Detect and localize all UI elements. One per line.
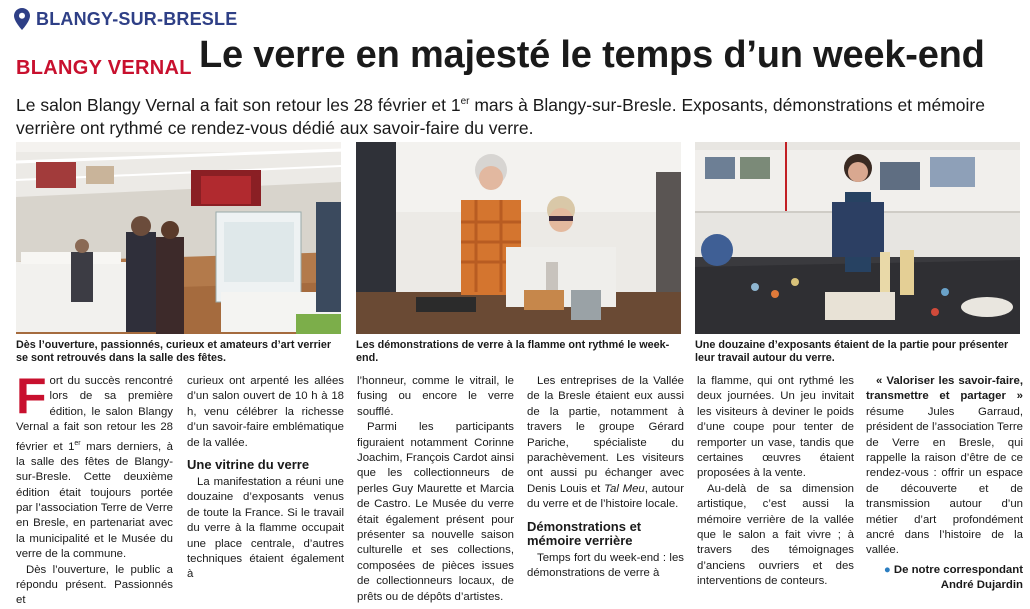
byline [866,563,1023,593]
paragraph-text: mars derniers, à la salle des fêtes de Blangy-sur-Bresle. Cette deuxième édition était toujours portée par l’association Terre de Verre en Bresle, en partenariat avec la municipalité et le Musée du verre de la commune. [16,440,173,561]
paragraph [866,374,1023,559]
article-column-3 [357,374,514,605]
paragraph: Au-delà de sa dimension artistique, c’est aussi la mémoire verrière de la vallée que le salon a fait vivre ; à travers des témoignages d’anciens ouvriers et des interventions de conteurs. [697,482,854,588]
paragraph-text: , autour du verre et de l’histoire locale. [527,482,684,511]
paragraph-text: Les entreprises de la Vallée de la Bresle étaient eux aussi de la partie, notamment à travers le groupe Gérard Pariche, spécialiste du parachèvement. Les visiteurs ont aussi pu échanger avec Denis Louis et [527,375,684,495]
photo-demonstration-flamme [356,142,681,334]
photo-salle-des-fetes [16,142,341,334]
standfirst [16,90,1016,140]
paragraph: curieux ont arpenté les allées d’un salon ouvert de 10 h à 18 h, venu célébrer la richesse d’un savoir-faire emblématique de la vallée. [187,375,344,449]
paragraph: la flamme, qui ont rythmé les deux journées. Un jeu invitait les visiteurs à deviner le poids d’une coupe pour tenter de remporter un vase, tandis que certaines œuvres étaient proposées à la vente. [697,375,854,480]
paragraph [16,368,173,563]
standfirst-sup: er [460,96,470,107]
headline: Le verre en majesté le temps d’un week-end [199,34,985,76]
paragraph-text: résume Jules Garraud, président de l’association Terre de Verre en Bresle, qui rappelle la raison d’être de ce rendez-vous : offrir un espace de découverte et de transmission autour d’un métier d’art profondément ancré dans l’histoire de la vallée. [866,405,1023,557]
article-column-6 [866,374,1023,593]
location-tag [14,8,237,30]
kicker: BLANGY VERNAL [16,57,192,79]
drop-cap: F [16,368,47,424]
article-column-2 [187,374,344,583]
article-column-5 [697,374,854,590]
paragraph [527,374,684,513]
photo-caption-2: Les démonstrations de verre à la flamme ont rythmé le week-end. [356,339,670,364]
location-name: BLANGY-SUR-BRESLE [36,8,238,29]
standfirst-text-a: Le salon Blangy Vernal a fait son retour les 28 février et 1 [16,94,461,115]
article-column-4 [527,374,684,581]
paragraph: l’honneur, comme le vitrail, le fusing ou encore le verre soufflé. [357,375,514,418]
article-column-1 [16,368,173,609]
subheading: Démonstrations et mémoire verrière [527,518,642,548]
byline-line-1: De notre correspondant [893,563,1023,576]
map-pin-icon [14,8,30,30]
photo-exposante [695,142,1020,334]
photo-caption-1: Dès l’ouverture, passionnés, curieux et amateurs d’art verrier se sont retrouvés dans la salle des fêtes. [16,339,332,364]
paragraph: Parmi les participants figuraient notamment Corinne Joachim, François Cardot ainsi que les collectionneurs de perles Guy Maurette et Marcia de Castro. Le Musée du verre était également présent pour présenter sa nouvelle saison culturelle et ses collections, composées de pièces issues de collectionneurs locaux, de prêts ou de dépôts d’artistes. [357,421,514,603]
photo-caption-3: Une douzaine d’exposants étaient de la partie pour présenter leur travail autour du verre. [695,339,1009,364]
paragraph: Dès l’ouverture, le public a répondu présent. Passionnés et [16,563,173,607]
byline-author: André Dujardin [940,578,1023,591]
bullet-icon: ● [883,563,891,576]
superscript: er [74,439,81,447]
emphasis-text: Tal Meu [604,482,645,495]
paragraph-text: ort du succès rencontré lors de sa première édition, le salon Blangy Vernal a fait son retour les 28 février et 1 [16,375,173,453]
quote-text: « Valoriser les savoir-faire, transmettre et partager » [866,375,1023,403]
subheading: Une vitrine du verre [187,457,310,473]
paragraph: La manifestation a réuni une douzaine d’exposants venus de toute la France. Si le travail du verre à la flamme occupait une place centrale, d’autres techniques étaient également à [187,476,344,581]
standfirst-text-b: mars à Blangy-sur-Bresle. Exposants, démonstrations et mémoire verrière ont rythmé ce rendez-vous dédié aux savoir-faire du verre. [16,94,985,138]
paragraph: Temps fort du week-end : les démonstrations de verre à [527,551,684,580]
